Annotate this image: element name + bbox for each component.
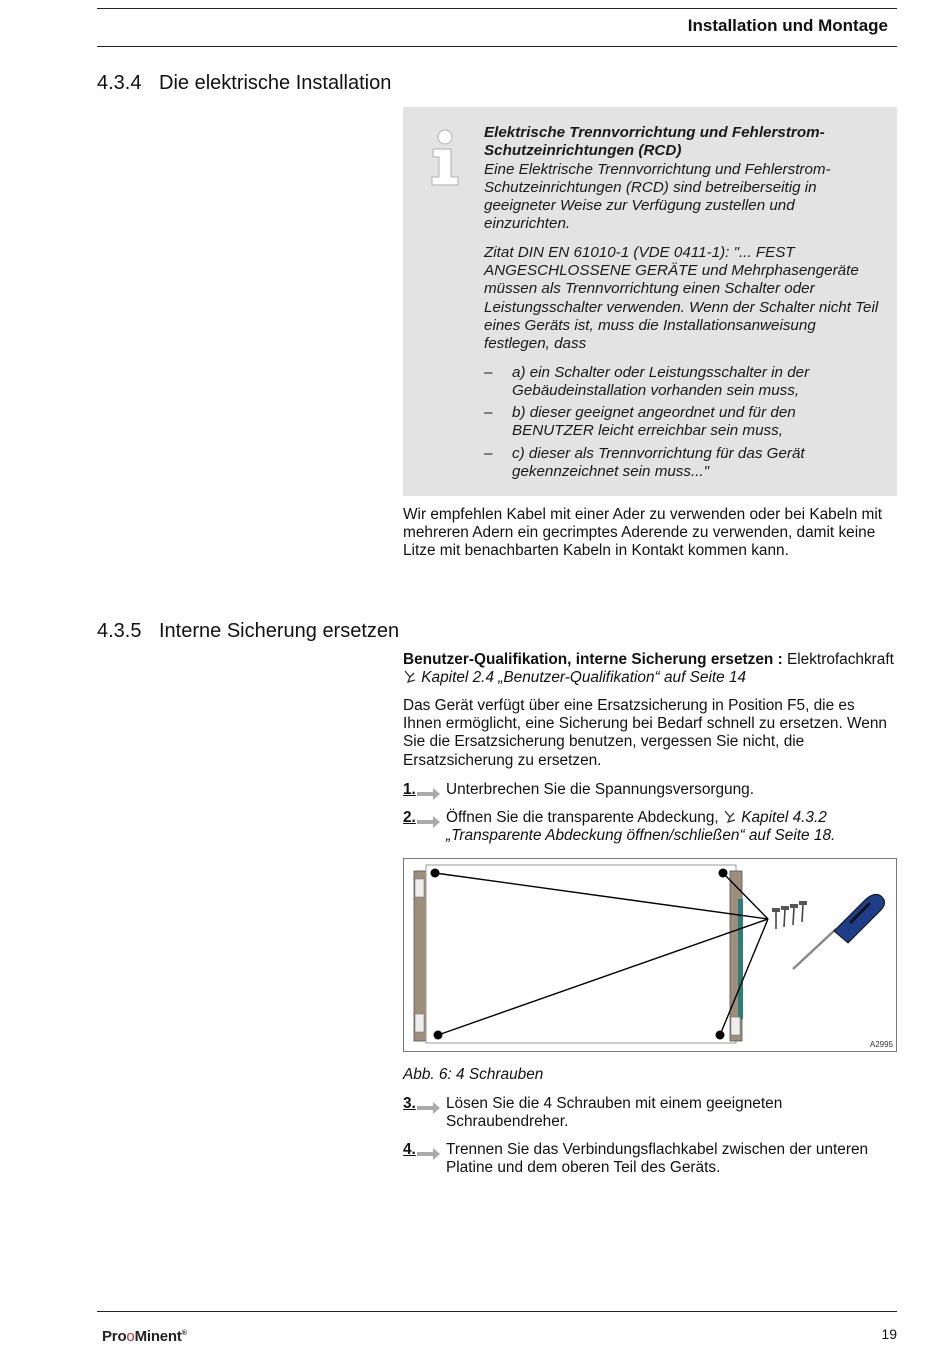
section-number: 4.3.5: [97, 620, 142, 642]
reference-arrow-icon: [403, 670, 417, 683]
screws: [776, 904, 803, 929]
section-title: Die elektrische Installation: [159, 72, 392, 94]
section-heading-435: [97, 620, 399, 643]
section-title: Interne Sicherung ersetzen: [159, 620, 400, 642]
header-title: Installation und Montage: [687, 16, 888, 35]
header-rule: [97, 8, 897, 9]
step-arrow-icon: [417, 787, 441, 801]
intro-paragraph: Das Gerät verfügt über eine Ersatzsicherung in Position F5, die es Ihnen ermöglicht, eine Sicherung bei Bedarf schnell zu ersetzen. Wenn Sie die Ersatzsicherung benutzen, vergessen Sie nicht, die Ersatzsicherung zu ersetzen.: [403, 697, 887, 769]
figure-code: A2995: [869, 1040, 893, 1049]
section-heading-434: [97, 72, 391, 95]
qualification-paragraph: [403, 651, 897, 687]
note-body: [484, 124, 879, 485]
note-list: [484, 364, 879, 482]
step-arrow-icon: [417, 1101, 441, 1115]
list-item: – b) dieser geeignet angeordnet und für den BENUTZER leicht erreichbar sein muss,: [484, 404, 796, 440]
step-4: 4. Trennen Sie das Verbindungsflachkabel zwischen der unteren Platine und dem oberen Teil des Geräts.: [403, 1141, 869, 1177]
qualification-link[interactable]: Kapitel 2.4 „Benutzer-Qualifikation“ auf Seite 14: [421, 669, 747, 687]
list-item: – a) ein Schalter oder Leistungsschalter in der Gebäudeinstallation vorhanden sein muss,: [484, 363, 810, 399]
qualification-label: Benutzer-Qualifikation, interne Sicherung ersetzen :: [403, 651, 783, 668]
figure-caption: Abb. 6: 4 Schrauben: [403, 1066, 544, 1083]
step-2: 2. Öffnen Sie die transparente Abdeckung, Kapitel 4.3.2 „Transparente Abdeckung öffnen/schließen“ auf Seite 18.: [403, 809, 836, 845]
note-heading: Elektrische Trennvorrichtung und Fehlerstrom- Schutzeinrichtungen (RCD): [484, 124, 825, 160]
info-note-box: [403, 107, 897, 496]
step-2-link[interactable]: Kapitel 4.3.2 „Transparente Abdeckung öffnen/schließen“ auf Seite 18.: [446, 809, 836, 845]
body-paragraph: Wir empfehlen Kabel mit einer Ader zu verwenden oder bei Kabeln mit mehreren Adern ein gecrimptes Aderende zu verwenden, damit keine Litze mit benachbarten Kabeln in Kontakt kommen kann.: [403, 506, 883, 560]
note-paragraph-1: Eine Elektrische Trennvorrichtung und Fehlerstrom-Schutzeinrichtungen (RCD) sind betreiberseitig in geeigneter Weise zur Verfügung zustellen und einzurichten.: [484, 160, 831, 233]
section-number: 4.3.4: [97, 72, 142, 94]
step-1: 1. Unterbrechen Sie die Spannungsversorgung.: [403, 781, 897, 799]
footer-rule: [97, 1311, 897, 1312]
reference-arrow-icon: [723, 810, 737, 823]
figure-screws: [403, 858, 897, 1052]
qualification-value: Elektrofachkraft: [786, 651, 894, 668]
step-arrow-icon: [417, 1147, 441, 1161]
page-number: 19: [881, 1326, 897, 1342]
prominent-logo: ProoMinent®: [102, 1328, 187, 1345]
step-3: 3. Lösen Sie die 4 Schrauben mit einem geeigneten Schraubendreher.: [403, 1095, 783, 1131]
device-illustration: [404, 859, 896, 1051]
step-arrow-icon: [417, 815, 441, 829]
header-rule-bottom: [97, 46, 897, 47]
note-paragraph-2: Zitat DIN EN 61010-1 (VDE 0411-1): "... FEST ANGESCHLOSSENE GERÄTE und Mehrphasengeräte müssen als Trennvorrichtung einen Schalter oder Leistungsschalter verwenden. Wenn der Schalter nicht Teil eines Geräts ist, muss die Installationsanweisung festlegen, dass: [484, 243, 879, 353]
list-item: – c) dieser als Trennvorrichtung für das Gerät gekennzeichnet sein muss...": [484, 444, 805, 481]
info-icon: [427, 129, 463, 187]
